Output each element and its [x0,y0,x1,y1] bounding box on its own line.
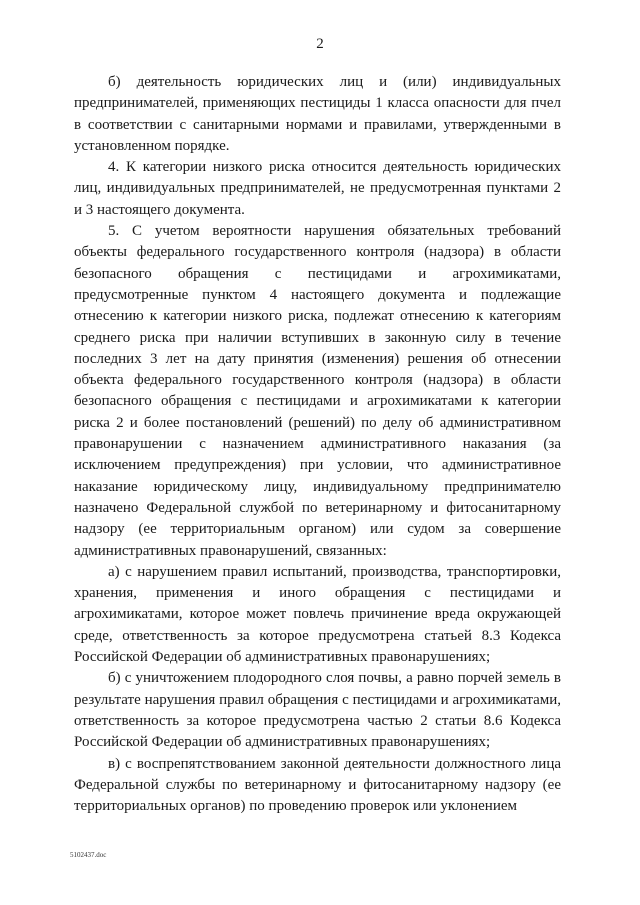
paragraph-5a: а) с нарушением правил испытаний, производства, транспортировки, хранения, применения и иного обращения с пестицидами и агрохимикатами, которое может повлечь причинение вреда окружающей среде, ответственность за которое предусмотрена статьей 8.3 Кодекса Российской Федерации об административных правонарушениях; [74,563,561,666]
document-body [74,72,561,817]
paragraph-5: 5. С учетом вероятности нарушения обязательных требований объекты федерального государственного контроля (надзора) в области безопасного обращения с пестицидами и агрохимикатами, предусмотренные пунктом 4 настоящего документа и подлежащие отнесению к категории низкого риска, подлежат отнесению к категориям среднего риска при наличии вступивших в законную силу в течение последних 3 лет на дату принятия (изменения) решения об отнесении объекта федерального государственного контроля (надзора) в области безопасного обращения с пестицидами и агрохимикатами к категории риска 2 и более постановлений (решений) по делу об административном правонарушении с назначением административного наказания (за исключением предупреждения) при условии, что административное наказание юридическому лицу, индивидуальному предпринимателю назначено Федеральной службой по ветеринарному и фитосанитарному надзору (ее территориальным органом) или судом за совершение административных правонарушений, связанных: [74,223,561,559]
paragraph-5b: б) с уничтожением плодородного слоя почвы, а равно порчей земель в результате нарушения правил обращения с пестицидами и агрохимикатами, ответственность за которое предусмотрена частью 2 статьи 8.6 Кодекса Российской Федерации об административных правонарушениях; [74,670,561,751]
paragraph-4: 4. К категории низкого риска относится деятельность юридических лиц, индивидуальных предпринимателей, не предусмотренная пунктами 2 и 3 настоящего документа. [74,159,561,218]
page-number: 2 [316,36,324,52]
footer-filename: 5102437.doc [70,851,107,859]
paragraph-5c: в) с воспрепятствованием законной деятельности должностного лица Федеральной службы по ветеринарному и фитосанитарному надзору (ее территориальных органов) по проведению проверок или уклонением [74,755,561,815]
paragraph-3b: б) деятельность юридических лиц и (или) индивидуальных предпринимателей, применяющих пестициды 1 класса опасности для пчел в соответствии с санитарными нормами и правилами, утвержденными в установленном порядке. [74,74,561,154]
